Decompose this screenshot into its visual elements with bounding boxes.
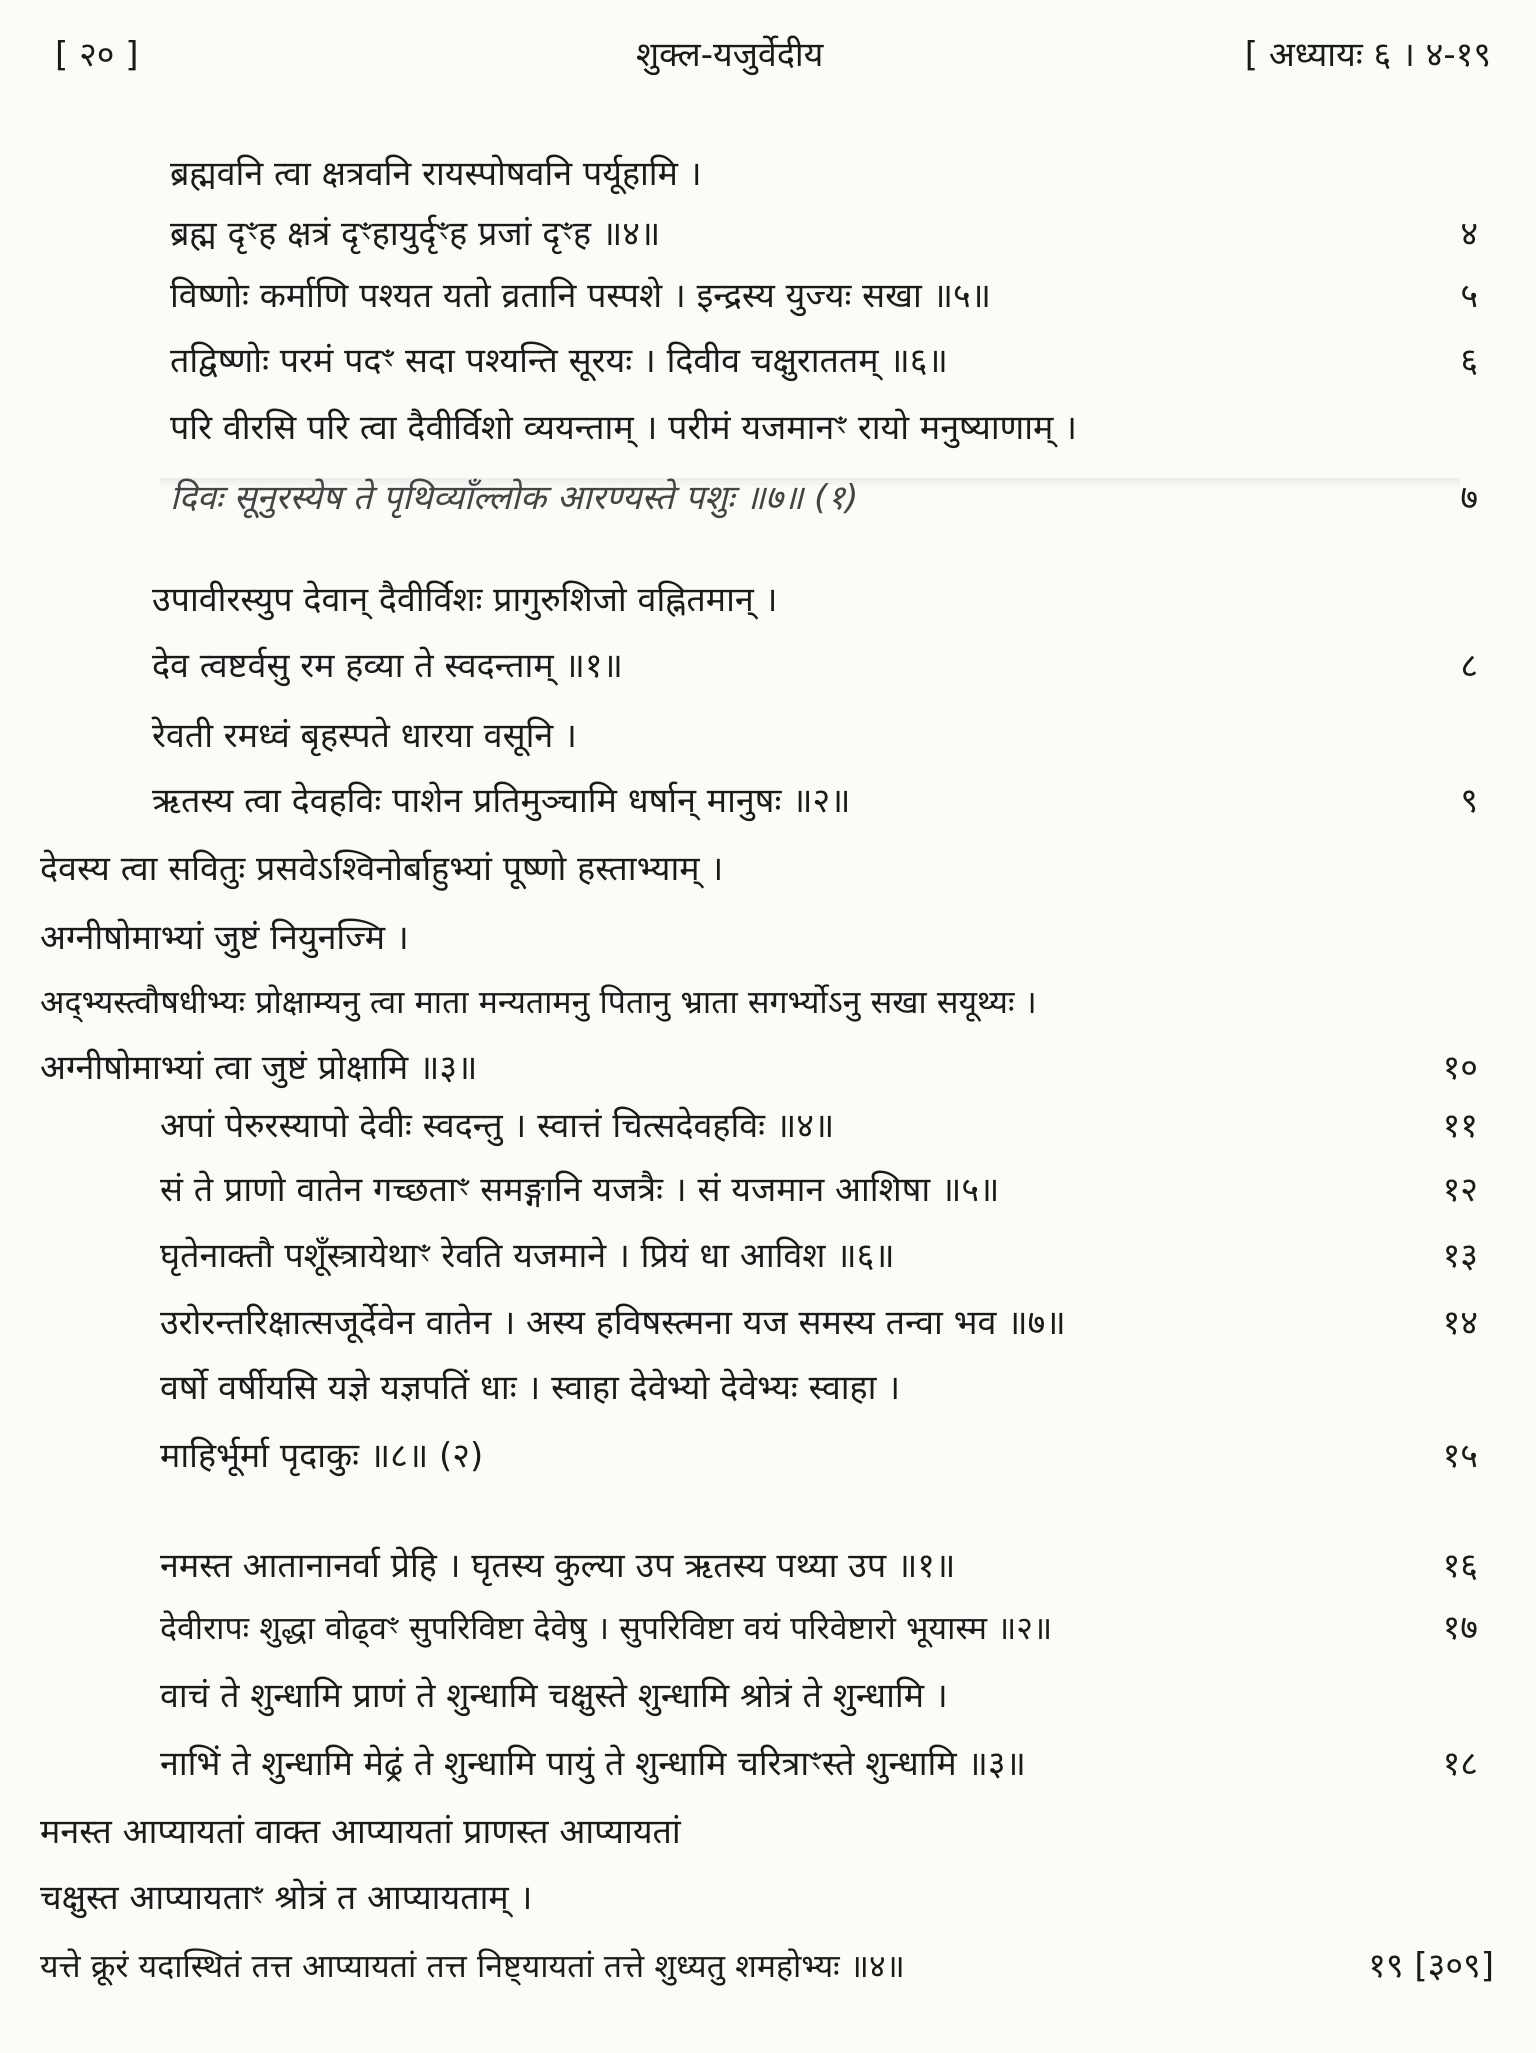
verse-line: अद्भ्यस्त्वौषधीभ्यः प्रोक्षाम्यनु त्वा माता मन्यतामनु पितानु भ्राता सगर्भ्योऽनु सखा सयूथ्यः ।: [40, 983, 1037, 1021]
verse-line: विष्णोः कर्माणि पश्यत यतो व्रतानि पस्पशे । इन्द्रस्य युज्यः सखा ॥५॥: [170, 276, 991, 316]
verse-number: ८: [1460, 646, 1478, 686]
verse-number: १८: [1442, 1744, 1478, 1784]
verse-line: वाचं ते शुन्धामि प्राणं ते शुन्धामि चक्षुस्ते शुन्धामि श्रोत्रं ते शुन्धामि ।: [160, 1676, 948, 1716]
verse-number: १४: [1442, 1303, 1478, 1343]
verse-number: १९ [३०९]: [1368, 1946, 1494, 1986]
verse-line: तद्विष्णोः परमं पदꣳ सदा पश्यन्ति सूरयः । दिवीव चक्षुराततम् ॥६॥: [170, 341, 948, 381]
verse-line: मनस्त आप्यायतां वाक्त आप्यायतां प्राणस्त आप्यायतां: [40, 1812, 681, 1852]
verse-number: १५: [1442, 1436, 1478, 1476]
verse-number: १०: [1442, 1048, 1478, 1088]
verse-number: ४: [1460, 214, 1478, 254]
verse-line: ब्रह्मवनि त्वा क्षत्रवनि रायस्पोषवनि पर्यूहामि ।: [170, 154, 702, 194]
verse-number: १७: [1442, 1608, 1478, 1648]
verse-number: ६: [1460, 341, 1478, 381]
verse-line: दिवः सूनुरस्येष ते पृथिव्याँल्लोक आरण्यस्ते पशुः ॥७॥ (१): [170, 478, 859, 518]
verse-line: रेवती रमध्वं बृहस्पते धारया वसूनि ।: [152, 716, 577, 756]
verse-number: १३: [1442, 1236, 1478, 1276]
verse-line: यत्ते क्रूरं यदास्थितं तत्त आप्यायतां तत्त निष्ट्यायतां तत्ते शुध्यतु शमहोभ्यः ॥४॥: [40, 1947, 905, 1985]
verse-line: नमस्त आतानानर्वा प्रेहि । घृतस्य कुल्या उप ऋतस्य पथ्या उप ॥१॥: [160, 1546, 956, 1586]
verse-number: १२: [1442, 1170, 1478, 1210]
verse-number: ७: [1460, 478, 1478, 518]
verse-line: उरोरन्तरिक्षात्सजूर्देवेन वातेन । अस्य हविषस्त्मना यज समस्य तन्वा भव ॥७॥: [160, 1303, 1066, 1343]
verse-line: अग्नीषोमाभ्यां त्वा जुष्टं प्रोक्षामि ॥३॥: [40, 1048, 478, 1088]
verse-line: देवस्य त्वा सवितुः प्रसवेऽश्विनोर्बाहुभ्यां पूष्णो हस्ताभ्याम् ।: [40, 849, 724, 889]
verse-line: ऋतस्य त्वा देवहविः पाशेन प्रतिमुञ्चामि धर्षान् मानुषः ॥२॥: [152, 781, 851, 821]
verse-line: सं ते प्राणो वातेन गच्छताꣳ समङ्गानि यजत्रैः । सं यजमान आशिषा ॥५॥: [160, 1170, 1000, 1210]
verse-line: घृतेनाक्तौ पशूँस्त्रायेथाꣳ रेवति यजमाने । प्रियं धा आविश ॥६॥: [160, 1236, 895, 1276]
verse-line: देव त्वष्टर्वसु रम हव्या ते स्वदन्ताम् ॥१॥: [152, 646, 623, 686]
verse-number: ५: [1460, 276, 1478, 316]
verse-number: ११: [1442, 1106, 1478, 1146]
verse-line: परि वीरसि परि त्वा दैवीर्विशो व्ययन्ताम् । परीमं यजमानꣳ रायो मनुष्याणाम् ।: [170, 408, 1078, 448]
verse-line: वर्षो वर्षीयसि यज्ञे यज्ञपतिं धाः । स्वाहा देवेभ्यो देवेभ्यः स्वाहा ।: [160, 1368, 901, 1408]
verse-line: अपां पेरुरस्यापो देवीः स्वदन्तु । स्वात्तं चित्सदेवहविः ॥४॥: [160, 1106, 835, 1146]
verse-line: नाभिं ते शुन्धामि मेढ्रं ते शुन्धामि पायुं ते शुन्धामि चरित्राꣳस्ते शुन्धामि ॥३॥: [160, 1744, 1026, 1784]
page-number: [ २० ]: [55, 35, 139, 75]
verse-line: माहिर्भूर्मा पृदाकुः ॥८॥ (२): [160, 1436, 484, 1476]
running-title: शुक्ल-यजुर्वेदीय: [636, 35, 824, 75]
verse-number: १६: [1442, 1546, 1478, 1586]
verse-line: ब्रह्म दृꣳह क्षत्रं दृꣳहायुर्दृꣳह प्रजां दृꣳह ॥४॥: [170, 214, 661, 254]
verse-line: देवीरापः शुद्धा वोढ्वꣳ सुपरिविष्टा देवेषु । सुपरिविष्टा वयं परिवेष्टारो भूयास्म ॥२॥: [160, 1609, 1053, 1647]
verse-line: चक्षुस्त आप्यायताꣳ श्रोत्रं त आप्यायताम् ।: [40, 1878, 533, 1918]
verse-number: ९: [1460, 781, 1478, 821]
verse-line: उपावीरस्युप देवान् दैवीर्विशः प्रागुरुशिजो वह्नितमान् ।: [152, 580, 778, 620]
verse-line: अग्नीषोमाभ्यां जुष्टं नियुनज्मि ।: [40, 918, 409, 958]
chapter-range: [ अध्यायः ६ । ४-१९: [1244, 35, 1491, 75]
